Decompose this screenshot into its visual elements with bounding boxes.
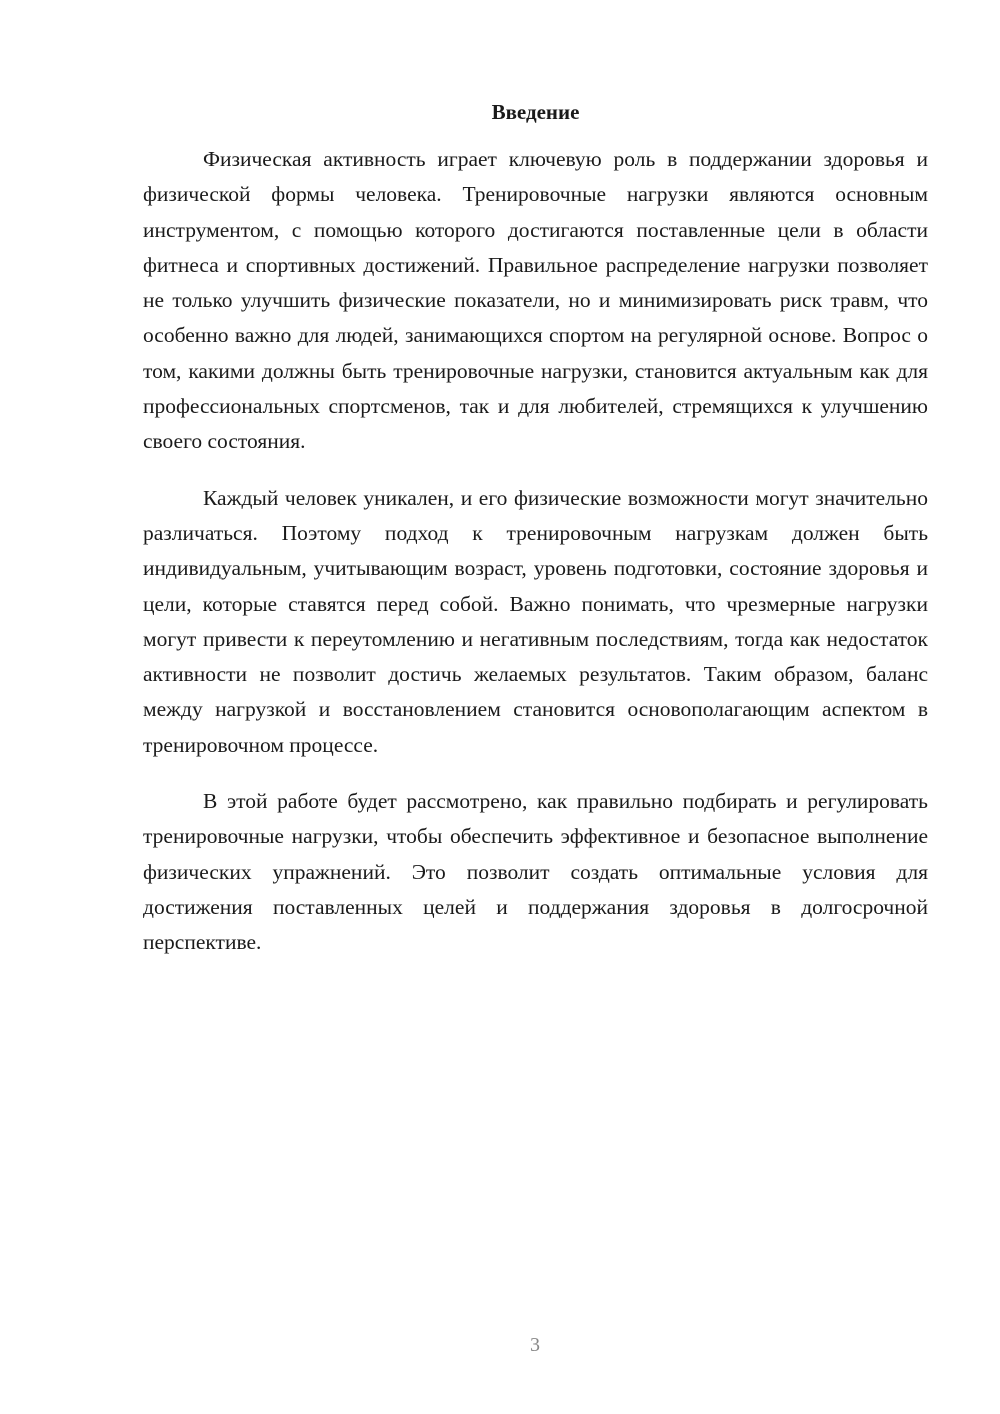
page-number: 3 <box>530 1334 540 1356</box>
paragraph-2: Каждый человек уникален, и его физические возможности могут значительно различаться. Поэтому подход к тренировочным нагрузкам должен быть индивидуальным, учитывающим возраст, уровень подготовки, состояние здоровья и цели, которые ставятся перед собой. Важно понимать, что чрезмерные нагрузки могут привести к переутомлению и негативным последствиям, тогда как недостаток активности не позволит достичь желаемых результатов. Таким образом, баланс между нагрузкой и восстановлением становится основополагающим аспектом в тренировочном процессе. <box>143 485 928 757</box>
body-text <box>143 142 928 982</box>
section-heading: Введение <box>491 100 580 124</box>
paragraph-1: Физическая активность играет ключевую роль в поддержании здоровья и физической формы человека. Тренировочные нагрузки являются основным инструментом, с помощью которого достигаются поставленные цели в области фитнеса и спортивных достижений. Правильное распределение нагрузки позволяет не только улучшить физические показатели, но и минимизировать риск травм, что особенно важно для людей, занимающихся спортом на регулярной основе. Вопрос о том, какими должны быть тренировочные нагрузки, становится актуальным как для профессиональных спортсменов, так и для любителей, стремящихся к улучшению своего состояния. <box>143 147 928 454</box>
paragraph-3: В этой работе будет рассмотрено, как правильно подбирать и регулировать тренировочные нагрузки, чтобы обеспечить эффективное и безопасное выполнение физических упражнений. Это позволит создать оптимальные условия для достижения поставленных целей и поддержания здоровья в долгосрочной перспективе. <box>143 789 928 955</box>
